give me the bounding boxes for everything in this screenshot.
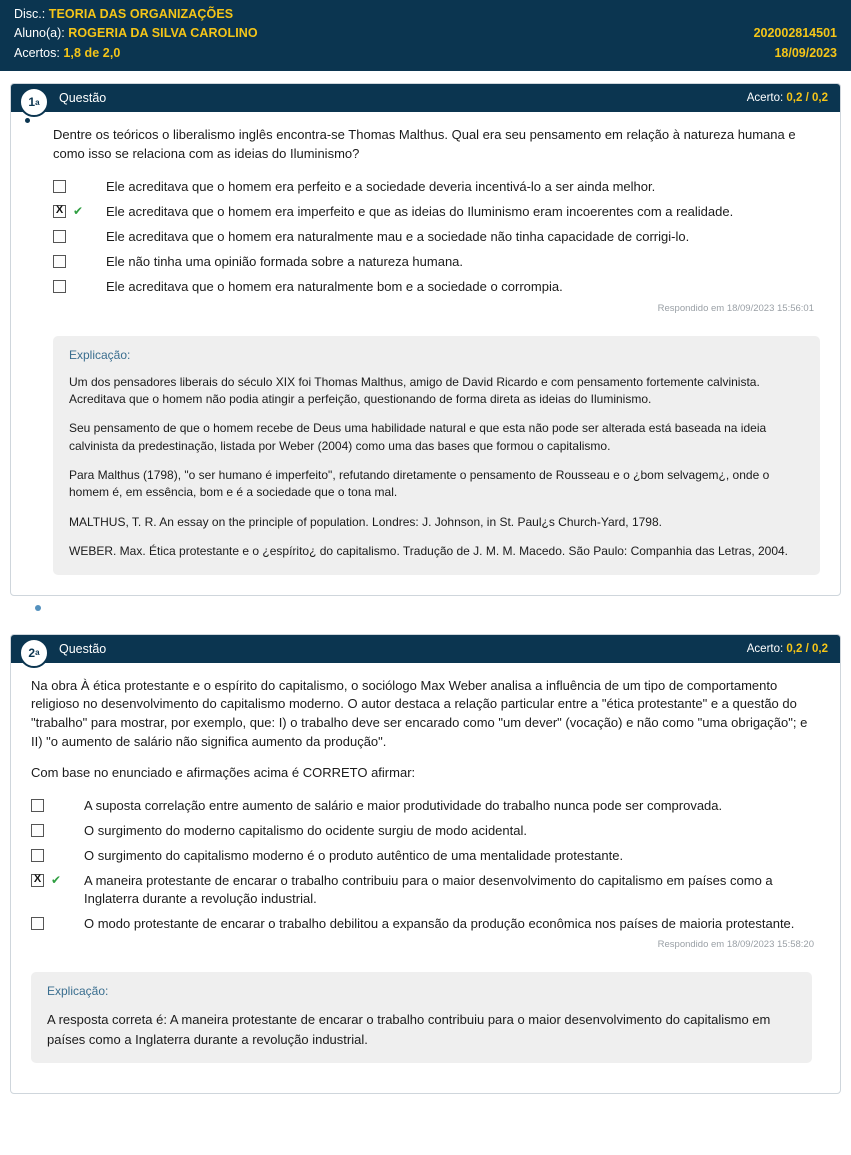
question-score bbox=[747, 643, 828, 655]
alternative-label: O modo protestante de encarar o trabalho debilitou a expansão da produção econômica nos países de maioria protestante. bbox=[84, 915, 795, 931]
checkbox-icon[interactable] bbox=[31, 917, 44, 930]
statement-paragraph: Dentre os teóricos o liberalismo inglês encontra-se Thomas Malthus. Qual era seu pensamento em relação à natureza humana e como isso se relaciona com as ideias do Iluminismo? bbox=[53, 127, 796, 161]
discipline-label: Disc.: bbox=[14, 7, 46, 21]
explanation-paragraph: Seu pensamento de que o homem recebe de Deus uma habilidade natural e que esta não pode ser alterada está baseada na ideia calvinista da predestinação, listada por Weber (2004) como uma das bases que formou o capitalismo. bbox=[69, 421, 767, 453]
student-name: ROGERIA DA SILVA CAROLINO bbox=[68, 26, 258, 41]
question-score-sep: / bbox=[805, 642, 809, 655]
question-ordinal: a bbox=[35, 97, 40, 107]
score-separator: de bbox=[84, 45, 100, 60]
question-score-label: Acerto: bbox=[746, 642, 784, 655]
student-header bbox=[0, 0, 851, 71]
header-row-score bbox=[14, 44, 837, 63]
question-number: 1 bbox=[28, 95, 36, 110]
correct-check-icon bbox=[70, 229, 86, 243]
alternative-label: Ele acreditava que o homem era imperfeito e que as ideias do Iluminismo eram incoerentes com a realidade. bbox=[106, 203, 734, 219]
explanation-paragraph: A resposta correta é: A maneira protestante de encarar o trabalho contribuiu para o maior desenvolvimento do capitalismo em países como a Inglaterra durante a revolução industrial. bbox=[47, 1012, 771, 1047]
question-ordinal: a bbox=[35, 648, 40, 658]
question-card bbox=[10, 83, 841, 596]
alternatives-list bbox=[53, 178, 820, 296]
question-score-total: 0,2 bbox=[812, 642, 828, 655]
alternative-option[interactable] bbox=[53, 278, 820, 296]
question-card bbox=[10, 634, 841, 1095]
checkbox-icon[interactable] bbox=[53, 230, 66, 243]
correct-check-icon bbox=[48, 798, 64, 812]
discipline-value: TEORIA DAS ORGANIZAÇÕES bbox=[48, 7, 234, 21]
statement-paragraph: Na obra À ética protestante e o espírito do capitalismo, o sociólogo Max Weber analisa a influência de um tipo de comportamento religioso no desenvolvimento do capitalismo moderno. O autor destaca a relação particular entre a "ética protestante" e a questão do "trabalho" para mostrar, por exemplo, que: I) o trabalho deve ser encarado como "um dever" (vocação) e não como "uma obrigação"; e II) "o aumento de salário não significa aumento da produção". bbox=[31, 677, 808, 750]
alternative-label: O surgimento do moderno capitalismo do ocidente surgiu de modo acidental. bbox=[84, 822, 527, 838]
alternative-label: A suposta correlação entre aumento de salário e maior produtividade do trabalho nunca pode ser comprovada. bbox=[84, 797, 723, 813]
explanation-box bbox=[31, 972, 812, 1063]
question-title: Questão bbox=[59, 91, 107, 106]
alternative-option[interactable] bbox=[31, 872, 820, 908]
alternatives-list bbox=[31, 797, 820, 933]
question-score-label: Acerto: bbox=[746, 92, 784, 105]
alternative-label: Ele acreditava que o homem era naturalmente mau e a sociedade não tinha capacidade de corrigi-lo. bbox=[106, 228, 690, 244]
alternative-option[interactable] bbox=[31, 797, 820, 815]
question-score-earned: 0,2 bbox=[786, 642, 803, 655]
question-number-badge bbox=[19, 87, 49, 117]
student-id: 202002814501 bbox=[753, 26, 837, 41]
question-body bbox=[11, 112, 840, 319]
correct-check-icon bbox=[48, 823, 64, 837]
card-tail bbox=[11, 1083, 840, 1093]
question-statement bbox=[53, 126, 820, 164]
explanation-paragraph: Um dos pensadores liberais do século XIX foi Thomas Malthus, amigo de David Ricardo e com pensamento fortemente calvinista. Acreditava que o homem não podia atingir a perfeição, questionando de forma direta as ideias do Iluminismo. bbox=[69, 374, 760, 406]
checkbox-icon-checked[interactable] bbox=[31, 874, 44, 887]
explanation-box bbox=[53, 336, 820, 575]
checkbox-icon[interactable] bbox=[31, 849, 44, 862]
checkbox-icon[interactable] bbox=[53, 255, 66, 268]
correct-check-icon bbox=[70, 179, 86, 193]
question-score-total: 0,2 bbox=[812, 92, 828, 105]
question-statement bbox=[31, 677, 820, 783]
question-score bbox=[747, 92, 828, 104]
question-titlebar bbox=[11, 635, 840, 663]
alternative-option[interactable] bbox=[31, 915, 820, 933]
question-score-sep: / bbox=[805, 92, 809, 105]
explanation-label: Explicação: bbox=[47, 984, 109, 999]
exam-date: 18/09/2023 bbox=[774, 45, 837, 60]
question-number-badge bbox=[19, 638, 49, 668]
score-total: 2,0 bbox=[102, 45, 121, 60]
student-label: Aluno(a): bbox=[14, 26, 65, 41]
answered-timestamp: Respondido em 18/09/2023 15:56:01 bbox=[657, 302, 814, 314]
correct-check-icon bbox=[48, 848, 64, 862]
statement-paragraph: Com base no enunciado e afirmações acima é CORRETO afirmar: bbox=[31, 765, 416, 780]
explanation-paragraph: WEBER. Max. Ética protestante e o ¿espírito¿ do capitalismo. Tradução de J. M. M. Macedo. São Paulo: Companhia das Letras, 2004. bbox=[69, 544, 789, 559]
checkbox-icon[interactable] bbox=[53, 180, 66, 193]
alternative-option[interactable] bbox=[53, 228, 820, 246]
alternative-option[interactable] bbox=[53, 253, 820, 271]
question-body bbox=[11, 663, 840, 957]
alternative-option[interactable] bbox=[31, 847, 820, 865]
question-number: 2 bbox=[28, 645, 36, 660]
card-marker-dot bbox=[35, 605, 41, 611]
alternative-option[interactable] bbox=[53, 203, 820, 221]
alternative-label: O surgimento do capitalismo moderno é o produto autêntico de uma mentalidade protestante. bbox=[84, 847, 624, 863]
checkbox-icon[interactable] bbox=[53, 280, 66, 293]
correct-check-icon bbox=[70, 254, 86, 268]
alternative-label: Ele acreditava que o homem era perfeito e a sociedade deveria incentivá-lo a ser ainda melhor. bbox=[106, 178, 656, 194]
correct-check-icon bbox=[48, 916, 64, 930]
checkbox-icon[interactable] bbox=[31, 824, 44, 837]
header-row-student bbox=[14, 24, 837, 43]
score-label: Acertos: bbox=[14, 45, 60, 60]
correct-check-icon: ✔ bbox=[72, 203, 84, 218]
header-row-discipline bbox=[14, 5, 837, 24]
cards-spacer bbox=[0, 596, 851, 622]
question-titlebar bbox=[11, 84, 840, 112]
question-title: Questão bbox=[59, 641, 107, 656]
checkbox-icon[interactable] bbox=[31, 799, 44, 812]
alternative-option[interactable] bbox=[53, 178, 820, 196]
explanation-paragraph: Para Malthus (1798), "o ser humano é imperfeito", refutando diretamente o pensamento de Rousseau e o ¿bom selvagem¿, onde o homem é, em essência, bom e é a sociedade que o tona mal. bbox=[69, 468, 770, 500]
score-earned: 1,8 bbox=[63, 45, 82, 60]
checkbox-icon-checked[interactable] bbox=[53, 205, 66, 218]
correct-check-icon: ✔ bbox=[50, 872, 62, 887]
explanation-paragraph: MALTHUS, T. R. An essay on the principle of population. Londres: J. Johnson, in St. Paul¿s Church-Yard, 1798. bbox=[69, 514, 662, 529]
question-score-earned: 0,2 bbox=[786, 92, 803, 105]
answered-timestamp: Respondido em 18/09/2023 15:58:20 bbox=[657, 939, 814, 951]
alternative-label: A maneira protestante de encarar o trabalho contribuiu para o maior desenvolvimento do capitalismo em países como a Inglaterra durante a revolução industrial. bbox=[84, 872, 773, 906]
explanation-label: Explicação: bbox=[69, 347, 131, 362]
alternative-label: Ele acreditava que o homem era naturalmente bom e a sociedade o corrompia. bbox=[106, 278, 563, 294]
alternative-option[interactable] bbox=[31, 822, 820, 840]
alternative-label: Ele não tinha uma opinião formada sobre a natureza humana. bbox=[106, 253, 464, 269]
correct-check-icon bbox=[70, 279, 86, 293]
